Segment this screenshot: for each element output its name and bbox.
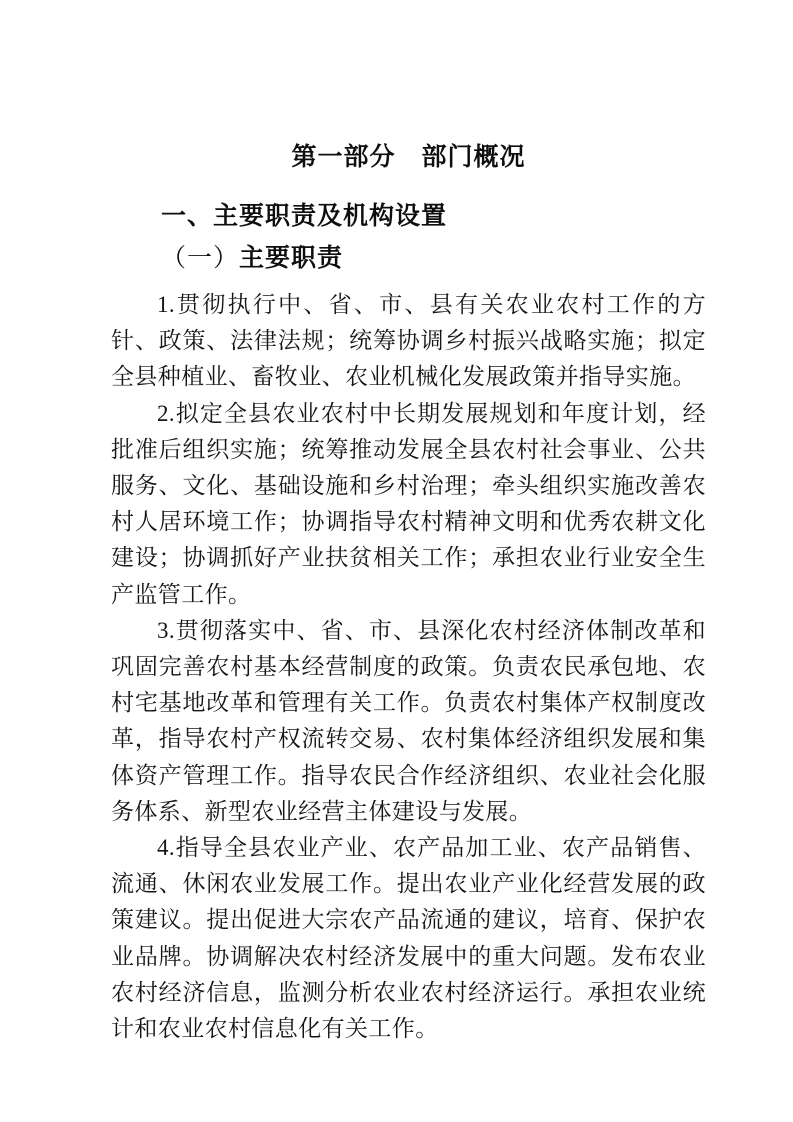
subsection-label: 主要职责 bbox=[239, 244, 344, 272]
body-paragraph: 4.指导全县农业产业、农产品加工业、农产品销售、流通、休闲农业发展工作。提出农业产业化经营发展的政策建议。提出促进大宗农产品流通的建议，培育、保护农业品牌。协调解决农村经济发展中的重大问题。发布农业农村经济信息，监测分析农业农村经济运行。承担农业统计和农业农村信息化有关工作。 bbox=[111, 835, 706, 1042]
document-title: 第一部分 部门概况 bbox=[291, 143, 526, 171]
body-paragraph: 3.贯彻落实中、省、市、县深化农村经济体制改革和巩固完善农村基本经营制度的政策。负责农民承包地、农村宅基地改革和管理有关工作。负责农村集体产权制度改革，指导农村产权流转交易、农村集体经济组织发展和集体资产管理工作。指导农民合作经济组织、农业社会化服务体系、新型农业经营主体建设与发展。 bbox=[111, 617, 706, 824]
subsection-number: （一） bbox=[161, 245, 240, 272]
subsection-heading bbox=[111, 243, 706, 274]
body-paragraph: 2.拟定全县农业农村中长期发展规划和年度计划，经批准后组织实施；统筹推动发展全县农村社会事业、公共服务、文化、基础设施和乡村治理；牵头组织实施改善农村人居环境工作；协调指导农村精神文明和优秀农耕文化建设；协调抓好产业扶贫相关工作；承担农业行业安全生产监管工作。 bbox=[111, 400, 706, 607]
document-body bbox=[111, 287, 706, 1047]
body-paragraph: 1.贯彻执行中、省、市、县有关农业农村工作的方针、政策、法律法规；统筹协调乡村振兴战略实施；拟定全县种植业、畜牧业、农业机械化发展政策并指导实施。 bbox=[111, 292, 706, 390]
section-heading: 一、主要职责及机构设置 bbox=[161, 202, 448, 230]
